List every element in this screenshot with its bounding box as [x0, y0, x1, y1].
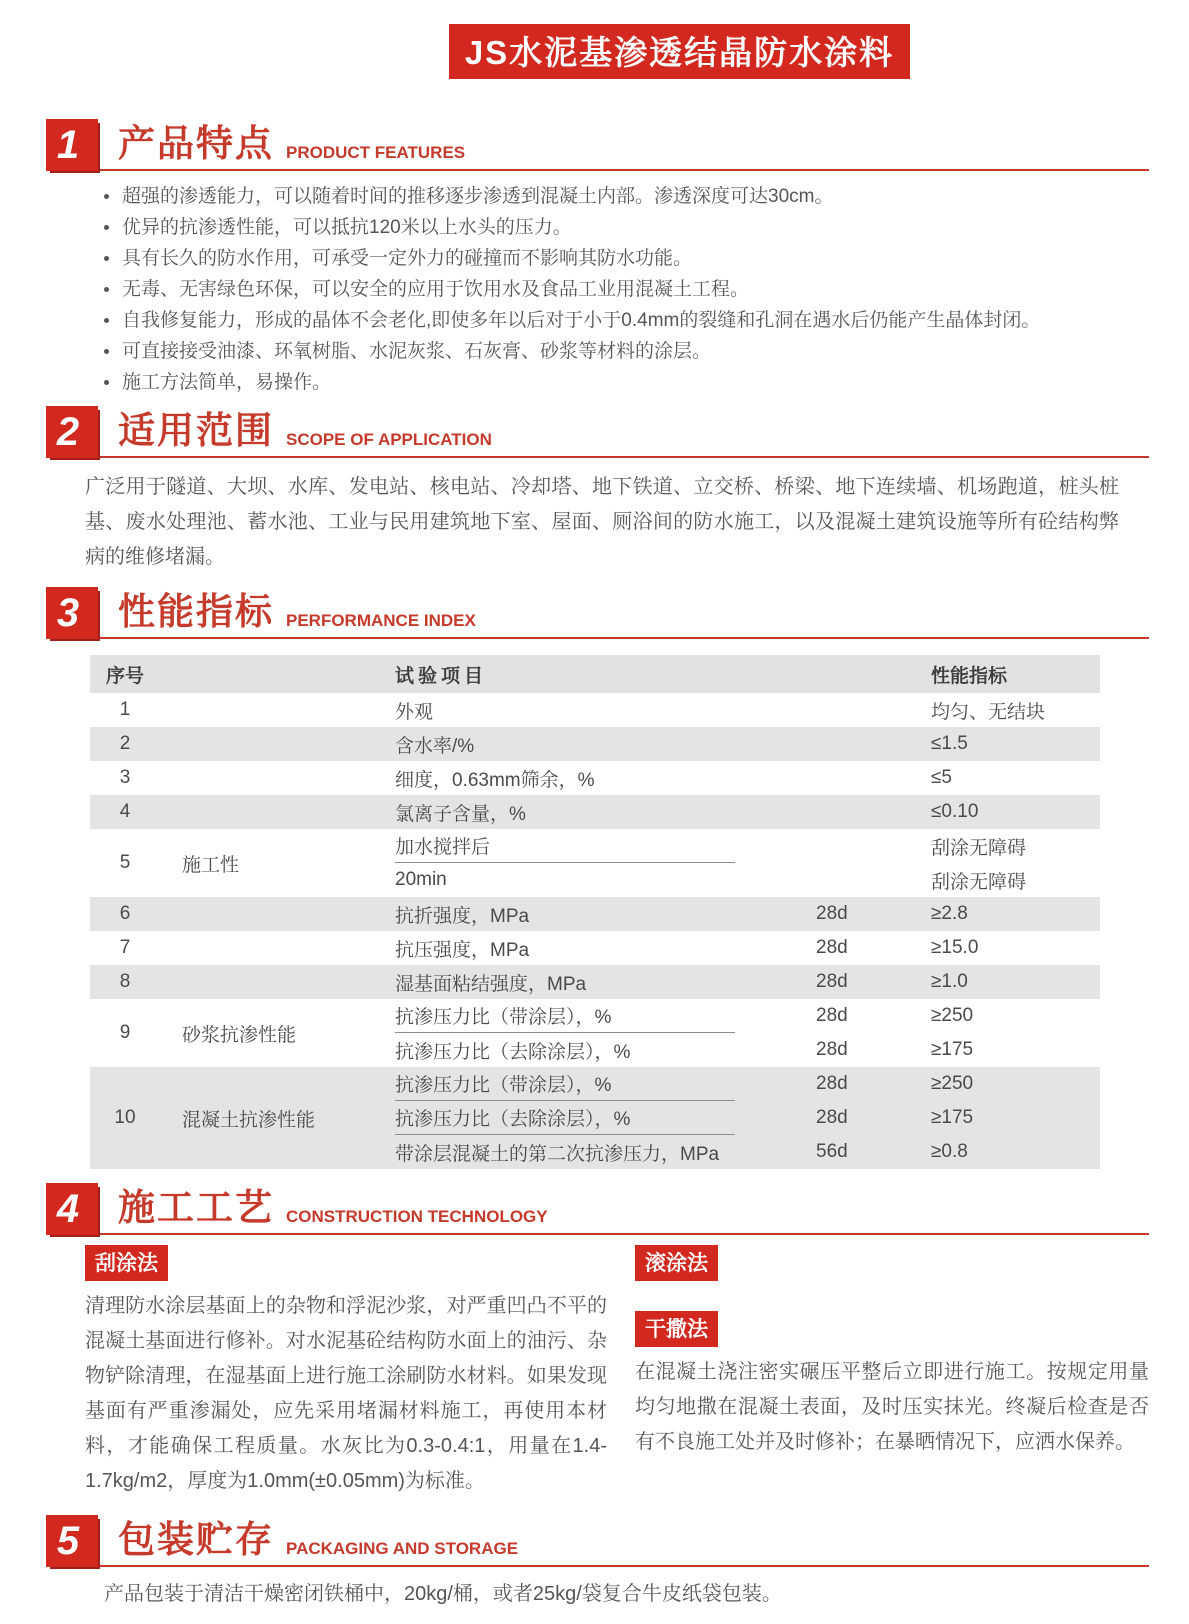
section-subtitle: PRODUCT FEATURES	[286, 143, 466, 162]
test-item-name: 抗渗压力比（去除涂层），%	[395, 1101, 735, 1135]
construction-methods	[85, 1245, 1149, 1499]
cell-item	[395, 965, 810, 999]
cell-no: 7	[119, 937, 131, 958]
cell-age	[810, 761, 925, 795]
section-features-heading	[46, 117, 1149, 171]
table-row	[90, 897, 1100, 931]
bullet-dot	[104, 349, 109, 354]
cell-category	[160, 727, 395, 761]
test-item-name: 抗渗压力比（去除涂层），%	[395, 1041, 631, 1063]
header-age	[810, 655, 925, 693]
cell-item	[395, 829, 810, 897]
section-number-badge: 4	[46, 1183, 98, 1235]
test-item-age	[816, 727, 925, 761]
section-subtitle: CONSTRUCTION TECHNOLOGY	[286, 1207, 548, 1226]
test-item-age: 28d	[816, 1039, 848, 1060]
test-item-age	[816, 795, 925, 829]
test-item-name: 20min	[395, 869, 447, 890]
cell-value	[925, 897, 1100, 931]
method-roll-block	[635, 1245, 1149, 1281]
section-title: 性能指标	[118, 591, 274, 632]
test-item-age	[816, 863, 925, 897]
cell-value	[925, 761, 1100, 795]
cell-age	[810, 829, 925, 897]
test-item-value: 均匀、无结块	[931, 701, 1046, 723]
cell-category	[160, 897, 395, 931]
test-item-name: 抗渗压力比（带涂层），%	[395, 999, 735, 1033]
cell-item	[395, 999, 810, 1067]
section-subtitle: PERFORMANCE INDEX	[286, 611, 476, 630]
test-item-age: 28d	[816, 903, 848, 924]
cell-no: 5	[119, 852, 131, 873]
header-item: 试验项目	[395, 665, 488, 687]
method-badge-roll: 滚涂法	[635, 1245, 718, 1281]
cell-value	[925, 931, 1100, 965]
cell-age	[810, 931, 925, 965]
cell-item	[395, 761, 810, 795]
feature-item	[100, 305, 1133, 336]
test-item-name: 抗折强度，MPa	[395, 905, 530, 927]
table-row	[90, 727, 1100, 761]
test-item-name: 氯离子含量，%	[395, 803, 526, 825]
cell-item	[395, 693, 810, 727]
test-item-age	[816, 693, 925, 727]
test-item-name: 抗渗压力比（带涂层），%	[395, 1067, 735, 1101]
header-no: 序号	[105, 665, 144, 687]
test-item-name: 湿基面粘结强度，MPa	[395, 973, 587, 995]
table-header-row	[90, 655, 1100, 693]
section-performance-heading	[46, 585, 1149, 639]
cell-item	[395, 897, 810, 931]
test-item-name: 含水率/%	[395, 735, 475, 757]
section-construction-heading	[46, 1181, 1149, 1235]
cell-no: 8	[119, 971, 131, 992]
test-item-name: 细度，0.63mm筛余，%	[395, 769, 595, 791]
section-packaging-heading	[46, 1513, 1149, 1567]
test-item-value: ≥0.8	[931, 1141, 968, 1162]
feature-text: 无毒、无害绿色环保，可以安全的应用于饮用水及食品工业用混凝土工程。	[122, 279, 750, 300]
packaging-paragraph: 产品包装于清洁干燥密闭铁桶中，20kg/桶，或者25kg/袋复合牛皮纸袋包装。	[104, 1583, 782, 1605]
performance-table	[90, 655, 1100, 1169]
test-item-name: 带涂层混凝土的第二次抗渗压力，MPa	[395, 1143, 720, 1165]
feature-item	[100, 243, 1133, 274]
feature-item	[100, 212, 1133, 243]
cell-value	[925, 795, 1100, 829]
test-item-age: 28d	[816, 1005, 848, 1026]
cell-age	[810, 727, 925, 761]
table-row	[90, 1067, 1100, 1169]
bullet-dot	[104, 225, 109, 230]
cell-item	[395, 727, 810, 761]
feature-text: 施工方法简单，易操作。	[122, 372, 332, 393]
test-item-age: 56d	[816, 1141, 848, 1162]
method-right-column	[635, 1245, 1149, 1499]
bullet-dot	[104, 194, 109, 199]
test-item-age	[816, 761, 925, 795]
bullet-dot	[104, 287, 109, 292]
test-item-value: ≥1.0	[931, 971, 968, 992]
table-row	[90, 693, 1100, 727]
cell-category: 施工性	[182, 854, 240, 876]
cell-no: 1	[119, 699, 131, 720]
cell-item	[395, 795, 810, 829]
cell-age	[810, 965, 925, 999]
cell-age	[810, 897, 925, 931]
table-row	[90, 795, 1100, 829]
section-number-badge: 2	[46, 406, 98, 458]
feature-text: 自我修复能力，形成的晶体不会老化,即使多年以后对于小于0.4mm的裂缝和孔洞在遇水后仍能产生晶体封闭。	[122, 310, 1041, 331]
test-item-name: 加水搅拌后	[395, 829, 735, 863]
feature-text: 具有长久的防水作用，可承受一定外力的碰撞而不影响其防水功能。	[122, 248, 693, 269]
test-item-value: ≥15.0	[931, 937, 979, 958]
cell-no: 3	[119, 767, 131, 788]
section-title: 适用范围	[118, 410, 274, 451]
performance-table-body	[90, 693, 1100, 1169]
feature-list	[100, 181, 1133, 398]
test-item-value: ≥175	[931, 1107, 974, 1128]
cell-age	[810, 693, 925, 727]
test-item-name: 抗压强度，MPa	[395, 939, 530, 961]
method-badge-dry: 干撒法	[635, 1311, 718, 1347]
test-item-value: ≤5	[931, 767, 952, 788]
table-row	[90, 829, 1100, 897]
header-value: 性能指标	[931, 665, 1008, 687]
cell-no: 9	[119, 1022, 131, 1043]
cell-item	[395, 1067, 810, 1169]
cell-item	[395, 931, 810, 965]
cell-category: 混凝土抗渗性能	[182, 1109, 316, 1131]
cell-category: 砂浆抗渗性能	[182, 1024, 297, 1046]
cell-value	[925, 1067, 1100, 1169]
feature-item	[100, 181, 1133, 212]
cell-no: 4	[119, 801, 131, 822]
method-dry-text: 在混凝土浇注密实碾压平整后立即进行施工。按规定用量均匀地撒在混凝土表面，及时压实抹光。终凝后检查是否有不良施工处并及时修补；在暴晒情况下，应洒水保养。	[635, 1361, 1149, 1453]
bullet-dot	[104, 256, 109, 261]
test-item-value: ≥250	[931, 1073, 974, 1094]
table-row	[90, 761, 1100, 795]
feature-text: 可直接接受油漆、环氧树脂、水泥灰浆、石灰膏、砂浆等材料的涂层。	[122, 341, 712, 362]
feature-item	[100, 336, 1133, 367]
section-subtitle: SCOPE OF APPLICATION	[286, 430, 492, 449]
feature-text: 超强的渗透能力，可以随着时间的推移逐步渗透到混凝土内部。渗透深度可达30cm。	[122, 186, 834, 207]
scope-paragraph: 广泛用于隧道、大坝、水库、发电站、核电站、冷却塔、地下铁道、立交桥、桥梁、地下连续墙、机场跑道，桩头桩基、废水处理池、蓄水池、工业与民用建筑地下室、屋面、厕浴间的防水施工，以及混凝土建筑设施等所有砼结构弊病的维修堵漏。	[85, 476, 1119, 568]
method-scrape-column	[85, 1245, 607, 1499]
header-category	[160, 655, 395, 693]
cell-no: 6	[119, 903, 131, 924]
test-item-age: 28d	[816, 937, 848, 958]
table-row	[90, 999, 1100, 1067]
cell-value	[925, 829, 1100, 897]
section-number-badge: 3	[46, 587, 98, 639]
section-number-badge: 5	[46, 1515, 98, 1567]
cell-no: 2	[119, 733, 131, 754]
bullet-dot	[104, 380, 109, 385]
cell-value	[925, 693, 1100, 727]
test-item-age: 28d	[816, 1073, 848, 1094]
test-item-value: ≥175	[931, 1039, 974, 1060]
test-item-value: ≥2.8	[931, 903, 968, 924]
section-title: 施工工艺	[118, 1187, 274, 1228]
table-row	[90, 965, 1100, 999]
cell-age	[810, 1067, 925, 1169]
cell-category	[160, 761, 395, 795]
test-item-age: 28d	[816, 971, 848, 992]
test-item-value: 刮涂无障碍	[931, 837, 1027, 859]
product-title-banner: JS水泥基渗透结晶防水涂料	[449, 24, 910, 79]
section-scope-heading	[46, 404, 1149, 458]
cell-category	[160, 965, 395, 999]
test-item-value: 刮涂无障碍	[931, 871, 1027, 893]
bullet-dot	[104, 318, 109, 323]
feature-item	[100, 367, 1133, 398]
test-item-value: ≤0.10	[931, 801, 979, 822]
section-title: 包装贮存	[118, 1519, 274, 1560]
table-row	[90, 931, 1100, 965]
test-item-age: 28d	[816, 1107, 848, 1128]
cell-value	[925, 999, 1100, 1067]
section-number-badge: 1	[46, 119, 98, 171]
cell-value	[925, 965, 1100, 999]
cell-category	[160, 795, 395, 829]
method-badge-scrape: 刮涂法	[85, 1245, 168, 1281]
test-item-name: 外观	[395, 701, 434, 723]
method-dry-block	[635, 1311, 1149, 1460]
cell-age	[810, 795, 925, 829]
method-scrape-text: 清理防水涂层基面上的杂物和浮泥沙浆，对严重凹凸不平的混凝土基面进行修补。对水泥基砼结构防水面上的油污、杂物铲除清理，在湿基面上进行施工涂刷防水材料。如果发现基面有严重渗漏处，应先采用堵漏材料施工，再使用本材料，才能确保工程质量。水灰比为0.3-0.4:1，用量在1.4-1.7kg/m2，厚度为1.0mm(±0.05mm)为标准。	[85, 1295, 607, 1492]
cell-age	[810, 999, 925, 1067]
cell-value	[925, 727, 1100, 761]
feature-item	[100, 274, 1133, 305]
test-item-value: ≥250	[931, 1005, 974, 1026]
section-subtitle: PACKAGING AND STORAGE	[286, 1539, 519, 1558]
cell-no: 10	[114, 1107, 136, 1128]
test-item-age	[816, 829, 925, 863]
cell-category	[160, 693, 395, 727]
test-item-value: ≤1.5	[931, 733, 968, 754]
cell-category	[160, 931, 395, 965]
section-title: 产品特点	[118, 123, 274, 164]
feature-text: 优异的抗渗透性能，可以抵抗120米以上水头的压力。	[122, 217, 572, 238]
